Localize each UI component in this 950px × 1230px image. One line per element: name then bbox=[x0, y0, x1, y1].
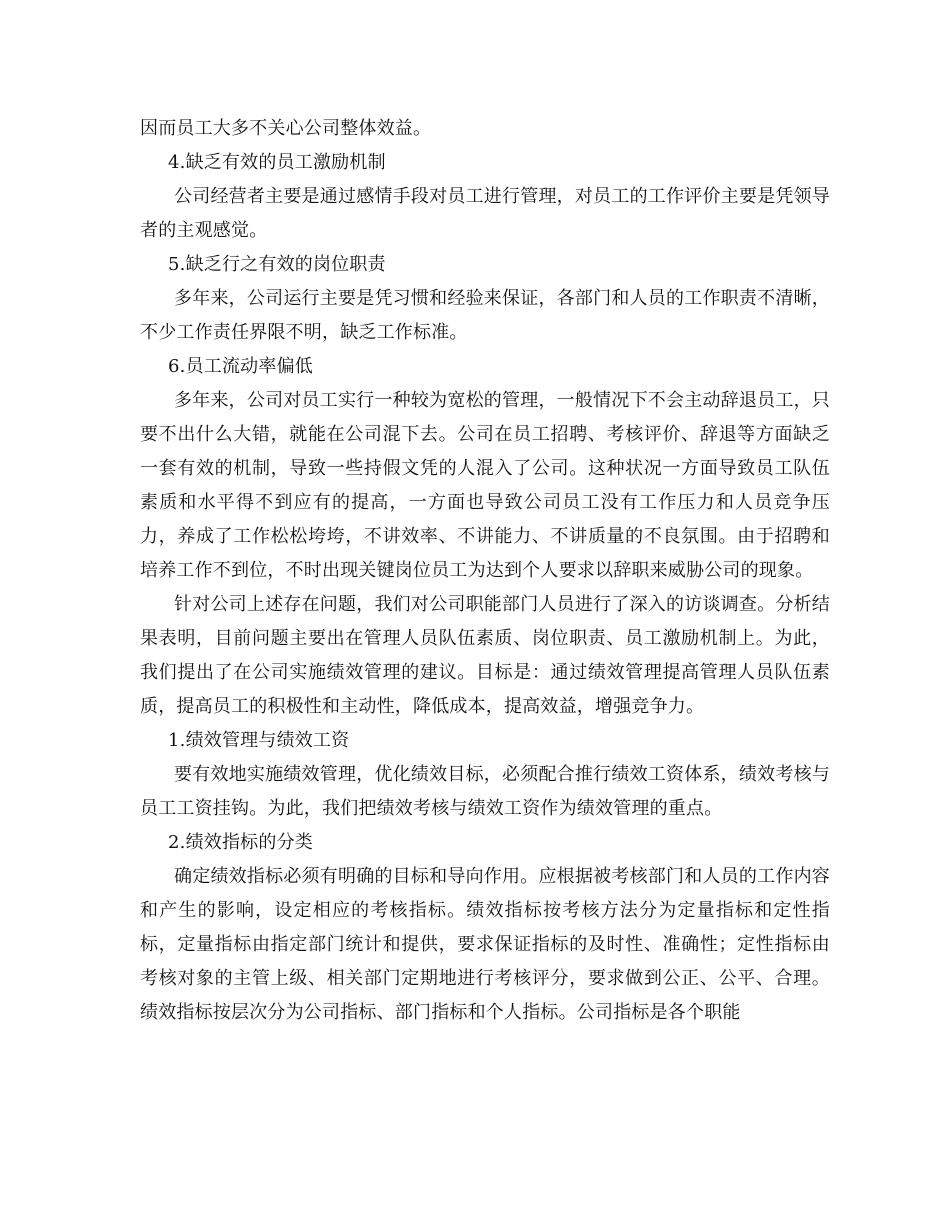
section-heading: 1.绩效管理与绩效工资 bbox=[168, 730, 350, 751]
section-heading: 6.员工流动率偏低 bbox=[168, 356, 313, 377]
paragraph: 确定绩效指标必须有明确的目标和导向作用。应根据被考核部门和人员的工作内容和产生的影响，设定相应的考核指标。绩效指标按考核方法分为定量指标和定性指标，定量指标由指定部门统计和提供，要求保证指标的及时性、准确性；定性指标由考核对象的主管上级、相关部门定期地进行考核评分，要求做到公正、公平、合理。绩效指标按层次分为公司指标、部门指标和个人指标。公司指标是各个职能 bbox=[140, 866, 830, 1023]
paragraph: 多年来，公司运行主要是凭习惯和经验来保证，各部门和人员的工作职责不清晰，不少工作责任界限不明，缺乏工作标准。 bbox=[140, 288, 830, 343]
section-heading: 5.缺乏行之有效的岗位职责 bbox=[168, 254, 386, 275]
paragraph: 公司经营者主要是通过感情手段对员工进行管理，对员工的工作评价主要是凭领导者的主观感觉。 bbox=[140, 186, 830, 241]
paragraph: 针对公司上述存在问题，我们对公司职能部门人员进行了深入的访谈调查。分析结果表明，目前问题主要出在管理人员队伍素质、岗位职责、员工激励机制上。为此，我们提出了在公司实施绩效管理的建议。目标是：通过绩效管理提高管理人员队伍素质，提高员工的积极性和主动性，降低成本，提高效益，增强竞争力。 bbox=[140, 594, 830, 717]
paragraph: 多年来，公司对员工实行一种较为宽松的管理，一般情况下不会主动辞退员工，只要不出什么大错，就能在公司混下去。公司在员工招聘、考核评价、辞退等方面缺乏一套有效的机制，导致一些持假文凭的人混入了公司。这种状况一方面导致员工队伍素质和水平得不到应有的提高，一方面也导致公司员工没有工作压力和人员竞争压力，养成了工作松松垮垮，不讲效率、不讲能力、不讲质量的不良氛围。由于招聘和培养工作不到位，不时出现关键岗位员工为达到个人要求以辞职来威胁公司的现象。 bbox=[140, 390, 830, 581]
section-heading: 2.绩效指标的分类 bbox=[168, 832, 313, 853]
document-body bbox=[140, 112, 830, 1030]
paragraph: 要有效地实施绩效管理，优化绩效目标，必须配合推行绩效工资体系，绩效考核与员工工资挂钩。为此，我们把绩效考核与绩效工资作为绩效管理的重点。 bbox=[140, 764, 830, 819]
paragraph-continuation: 因而员工大多不关心公司整体效益。 bbox=[140, 118, 432, 139]
section-heading: 4.缺乏有效的员工激励机制 bbox=[168, 152, 386, 173]
